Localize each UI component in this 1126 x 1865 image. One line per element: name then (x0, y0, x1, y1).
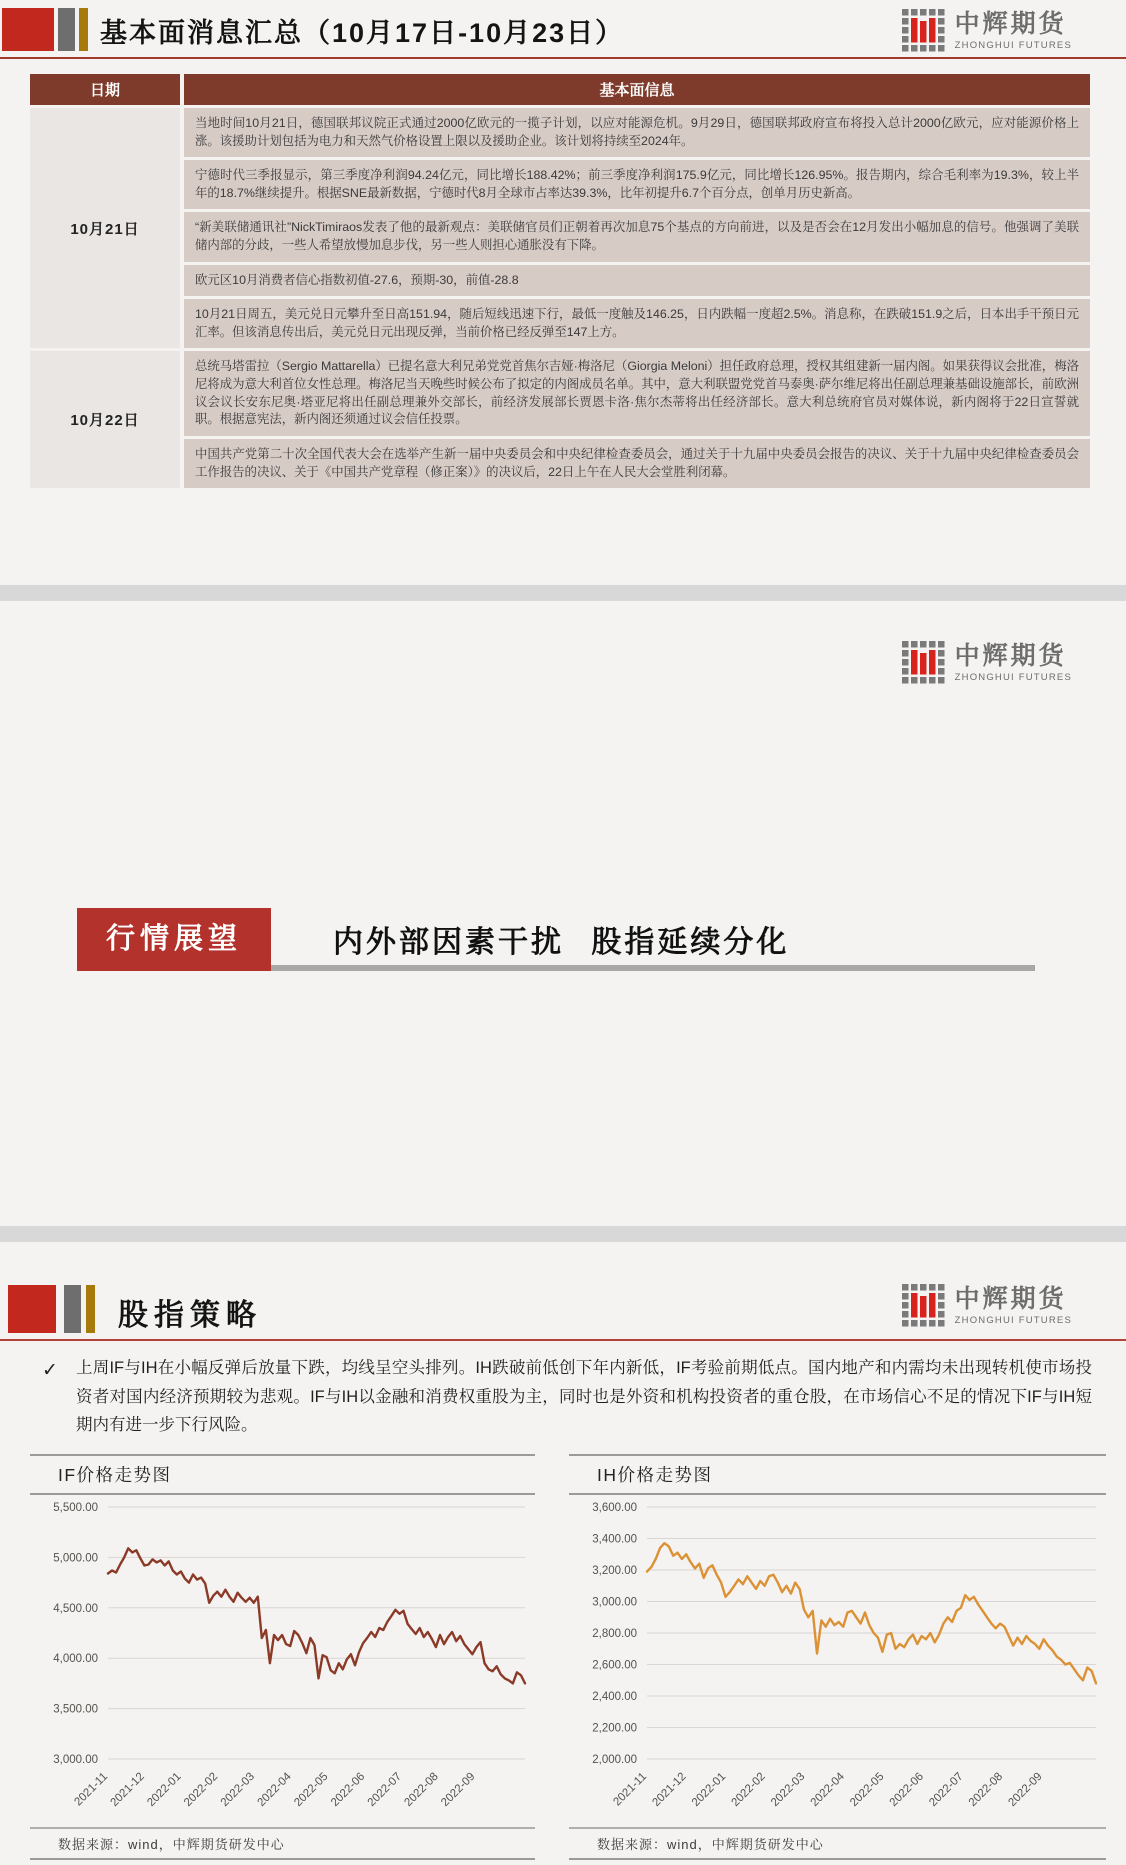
svg-text:3,400.00: 3,400.00 (592, 1533, 637, 1546)
brand-name-cn: 中辉期货 (954, 10, 1067, 39)
strategy-title: 股指策略 (118, 1299, 262, 1332)
table-row (30, 265, 1090, 300)
svg-text:3,000.00: 3,000.00 (592, 1596, 637, 1609)
header-divider-line (0, 57, 1126, 59)
red-block-decoration (8, 1285, 56, 1333)
brand-name-en: ZHONGHUI FUTURES (954, 39, 1072, 51)
section-header (0, 1242, 1126, 1339)
data-source-note: 数据来源：wind，中辉期货研发中心 (569, 1827, 1106, 1860)
red-block-decoration (2, 8, 54, 51)
table-row (30, 212, 1090, 264)
chart-title: IH价格走势图 (569, 1454, 1106, 1495)
svg-text:2022-04: 2022-04 (255, 1770, 294, 1809)
table-header-date: 日期 (30, 74, 184, 108)
strategy-summary (40, 1354, 1092, 1440)
svg-text:4,000.00: 4,000.00 (53, 1652, 98, 1665)
charts-row (30, 1454, 1106, 1860)
brand-name-en: ZHONGHUI FUTURES (954, 671, 1072, 683)
svg-text:2022-01: 2022-01 (145, 1770, 184, 1809)
svg-text:2022-06: 2022-06 (328, 1770, 368, 1809)
brand-grid-icon (902, 641, 946, 685)
svg-text:2021-12: 2021-12 (108, 1770, 147, 1809)
svg-text:5,500.00: 5,500.00 (53, 1501, 98, 1514)
news-cell: 当地时间10月21日，德国联邦议院正式通过2000亿欧元的一揽子计划，以应对能源危机。9月29日，德国联邦政府宣布将投入总计2000亿欧元，应对能源价格上涨。该援助计划包括为电力和天然气价格设置上限以及援助企业。该计划将持续至2024年。 (184, 108, 1090, 160)
svg-text:3,000.00: 3,000.00 (53, 1753, 98, 1766)
brand-name-cn: 中辉期货 (954, 642, 1067, 671)
svg-text:2022-05: 2022-05 (292, 1770, 331, 1809)
news-table (30, 74, 1090, 491)
svg-text:2022-02: 2022-02 (729, 1770, 768, 1809)
table-row (30, 108, 1090, 160)
ih-price-chart (569, 1454, 1106, 1860)
gray-underline-bar (240, 965, 1035, 971)
if-price-line-plot (30, 1495, 535, 1827)
svg-text:2021-12: 2021-12 (650, 1770, 689, 1809)
if-price-chart (30, 1454, 535, 1860)
svg-text:2022-06: 2022-06 (887, 1770, 927, 1809)
news-cell: 10月21日周五，美元兑日元攀升至日高151.94，随后短线迅速下行，最低一度触及146.25，日内跌幅一度超2.5%。消息称，在跌破151.9之后，日本出手干预日元汇率。但该消息传出后，美元兑日元出现反弹，当前价格已经反弹至147上方。 (184, 299, 1090, 351)
data-source-note: 数据来源：wind，中辉期货研发中心 (30, 1827, 535, 1860)
svg-text:2022-04: 2022-04 (808, 1770, 847, 1809)
brand-logo-text (955, 1286, 1072, 1325)
svg-text:2022-05: 2022-05 (848, 1770, 887, 1809)
outlook-headline: 内外部因素干扰 股指延续分化 (333, 926, 790, 959)
svg-text:4,500.00: 4,500.00 (53, 1602, 98, 1615)
news-summary-section (0, 0, 1126, 585)
news-cell: 中国共产党第二十次全国代表大会在选举产生新一届中央委员会和中央纪律检查委员会，通过关于十九届中央委员会报告的决议、关于十九届中央纪律检查委员会工作报告的决议、关于《中国共产党章程（修正案）》的决议后，22日上午在人民大会堂胜利闭幕。 (184, 439, 1090, 491)
gray-bar-decoration (58, 8, 75, 51)
date-cell-oct21: 10月21日 (30, 108, 184, 351)
brand-name-en: ZHONGHUI FUTURES (954, 1314, 1072, 1326)
section-label-badge: 行情展望 (77, 908, 271, 971)
brand-grid-icon (902, 1284, 946, 1328)
ih-price-line-plot (569, 1495, 1106, 1827)
brand-logo-text (955, 11, 1072, 50)
header-divider-line (0, 1339, 1126, 1341)
svg-text:3,500.00: 3,500.00 (53, 1703, 98, 1716)
svg-text:2022-07: 2022-07 (365, 1770, 405, 1809)
svg-text:2,400.00: 2,400.00 (592, 1690, 637, 1703)
svg-text:2022-08: 2022-08 (402, 1770, 441, 1809)
svg-text:2021-11: 2021-11 (611, 1770, 650, 1808)
brand-logo (902, 641, 1072, 685)
brand-name-cn: 中辉期货 (954, 1285, 1067, 1314)
news-cell: “新美联储通讯社”NickTimiraos发表了他的最新观点：美联储官员们正朝着再次加息75个基点的方向前进，以及是否会在12月发出小幅加息的信号。他强调了美联储内部的分歧，一些人希望放慢加息步伐，另一些人则担心通胀没有下降。 (184, 212, 1090, 264)
table-row (30, 439, 1090, 491)
svg-text:2022-08: 2022-08 (966, 1770, 1006, 1809)
check-icon: ✓ (42, 1360, 58, 1381)
gold-bar-decoration (86, 1285, 95, 1333)
svg-text:2022-03: 2022-03 (218, 1770, 258, 1809)
table-row (30, 351, 1090, 438)
svg-text:2,200.00: 2,200.00 (592, 1722, 637, 1735)
svg-text:2022-09: 2022-09 (1006, 1770, 1045, 1809)
index-strategy-section (0, 1242, 1126, 1865)
news-cell: 总统马塔雷拉（Sergio Mattarella）已提名意大利兄弟党党首焦尔吉娅·梅洛尼（Giorgia Meloni）担任政府总理，授权其组建新一届内阁。如果获得议会批准，梅洛尼将成为意大利首位女性总理。梅洛尼当天晚些时候公布了拟定的内阁成员名单。其中，意大利联盟党党首马泰奥·萨尔维尼将出任副总理兼基础设施部长，前欧洲议会议长安东尼奥·塔亚尼将出任副总理兼外交部长，前经济发展部长贾恩卡洛·焦尔杰蒂将出任经济部长。意大利总统府官员对媒体说，新内阁将于22日宣誓就职。根据意宪法，新内阁还须通过议会信任投票。 (184, 351, 1090, 438)
market-outlook-section (0, 601, 1126, 1226)
brand-logo (902, 1284, 1072, 1328)
svg-text:3,600.00: 3,600.00 (592, 1501, 637, 1514)
outlook-headline-row (0, 908, 1126, 978)
brand-logo-text (955, 643, 1072, 682)
svg-text:2022-01: 2022-01 (689, 1770, 729, 1809)
svg-text:2021-11: 2021-11 (72, 1770, 111, 1808)
table-header-row (30, 74, 1090, 108)
svg-text:2,600.00: 2,600.00 (592, 1659, 637, 1672)
svg-text:5,000.00: 5,000.00 (53, 1551, 98, 1564)
page-title: 基本面消息汇总（10月17日-10月23日） (100, 18, 625, 48)
svg-text:2022-02: 2022-02 (182, 1770, 221, 1809)
table-header-info: 基本面信息 (184, 74, 1090, 108)
svg-text:3,200.00: 3,200.00 (592, 1564, 637, 1577)
strategy-summary-text: 上周IF与IH在小幅反弹后放量下跌，均线呈空头排列。IH跌破前低创下年内新低，IF考验前期低点。国内地产和内需均未出现转机使市场投资者对国内经济预期较为悲观。IF与IH以金融和消费权重股为主，同时也是外资和机构投资者的重仓股，在市场信心不足的情况下IF与IH短期内有进一步下行风险。 (76, 1359, 1092, 1435)
svg-text:2,000.00: 2,000.00 (592, 1753, 637, 1766)
section-header (0, 0, 1126, 57)
chart-title: IF价格走势图 (30, 1454, 535, 1495)
brand-grid-icon (902, 9, 946, 53)
news-cell: 欧元区10月消费者信心指数初值-27.6，预期-30，前值-28.8 (184, 265, 1090, 300)
svg-text:2,800.00: 2,800.00 (592, 1627, 637, 1640)
date-cell-oct22: 10月22日 (30, 351, 184, 491)
svg-text:2022-07: 2022-07 (927, 1770, 966, 1809)
table-row (30, 299, 1090, 351)
news-cell: 宁德时代三季报显示，第三季度净利润94.24亿元，同比增长188.42%；前三季度净利润175.9亿元，同比增长126.95%。报告期内，综合毛利率为19.3%，较上半年的18.7%继续提升。根据SNE最新数据，宁德时代8月全球市占率达39.3%，比年初提升6.7个百分点，创单月历史新高。 (184, 160, 1090, 212)
gray-bar-decoration (64, 1285, 81, 1333)
brand-logo (902, 9, 1072, 53)
gold-bar-decoration (79, 8, 88, 51)
table-row (30, 160, 1090, 212)
svg-text:2022-09: 2022-09 (439, 1770, 478, 1809)
svg-text:2022-03: 2022-03 (769, 1770, 808, 1809)
